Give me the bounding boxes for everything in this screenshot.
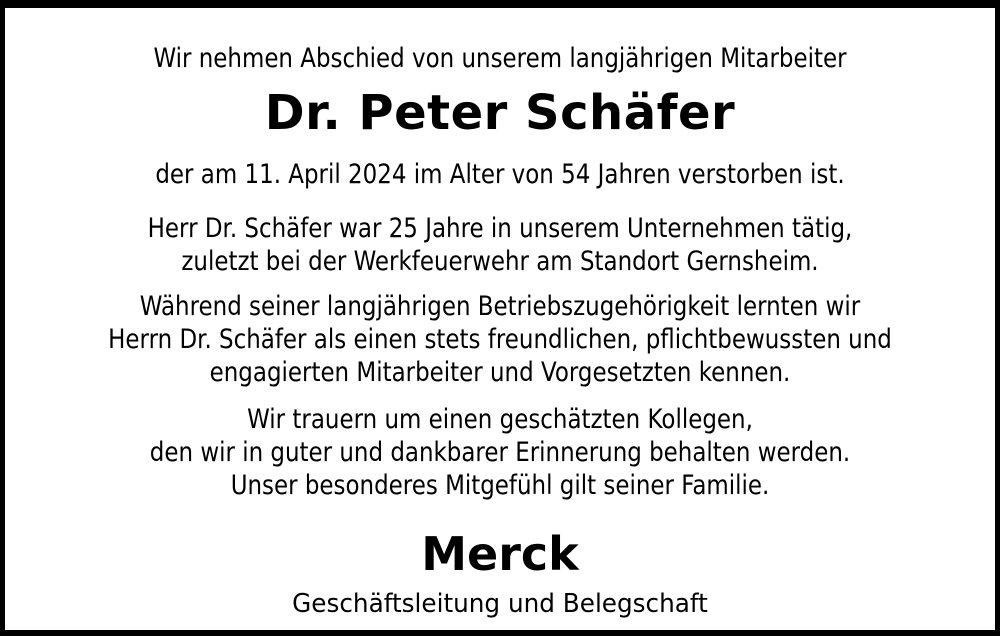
intro-line: Wir nehmen Abschied von unserem langjährigen Mitarbeiter <box>153 43 847 74</box>
tribute-paragraph <box>79 290 921 389</box>
tribute-line-2: Herrn Dr. Schäfer als einen stets freundlichen, pflichtbewussten und <box>108 324 892 355</box>
service-line-2: zuletzt bei der Werkfeuerwehr am Standort Gernsheim. <box>181 246 819 277</box>
service-paragraph <box>79 212 921 278</box>
deceased-name: Dr. Peter Schäfer <box>264 85 736 141</box>
mourning-paragraph <box>79 403 921 502</box>
mourning-line-2: den wir in guter und dankbarer Erinnerung behalten werden. <box>149 437 851 468</box>
death-date-line: der am 11. April 2024 im Alter von 54 Jahren verstorben ist. <box>155 159 845 190</box>
company-name: Merck <box>421 527 579 581</box>
mourning-line-1: Wir trauern um einen geschätzten Kollegen, <box>247 404 753 435</box>
service-line-1: Herr Dr. Schäfer war 25 Jahre in unserem Unternehmen tätig, <box>147 213 853 244</box>
mourning-line-3: Unser besonderes Mitgefühl gilt seiner Familie. <box>230 470 770 501</box>
tribute-line-3: engagierten Mitarbeiter und Vorgesetzten kennen. <box>209 357 791 388</box>
tribute-line-1: Während seiner langjährigen Betriebszugehörigkeit lernten wir <box>139 291 861 322</box>
signature-line: Geschäftsleitung und Belegschaft <box>292 589 708 619</box>
